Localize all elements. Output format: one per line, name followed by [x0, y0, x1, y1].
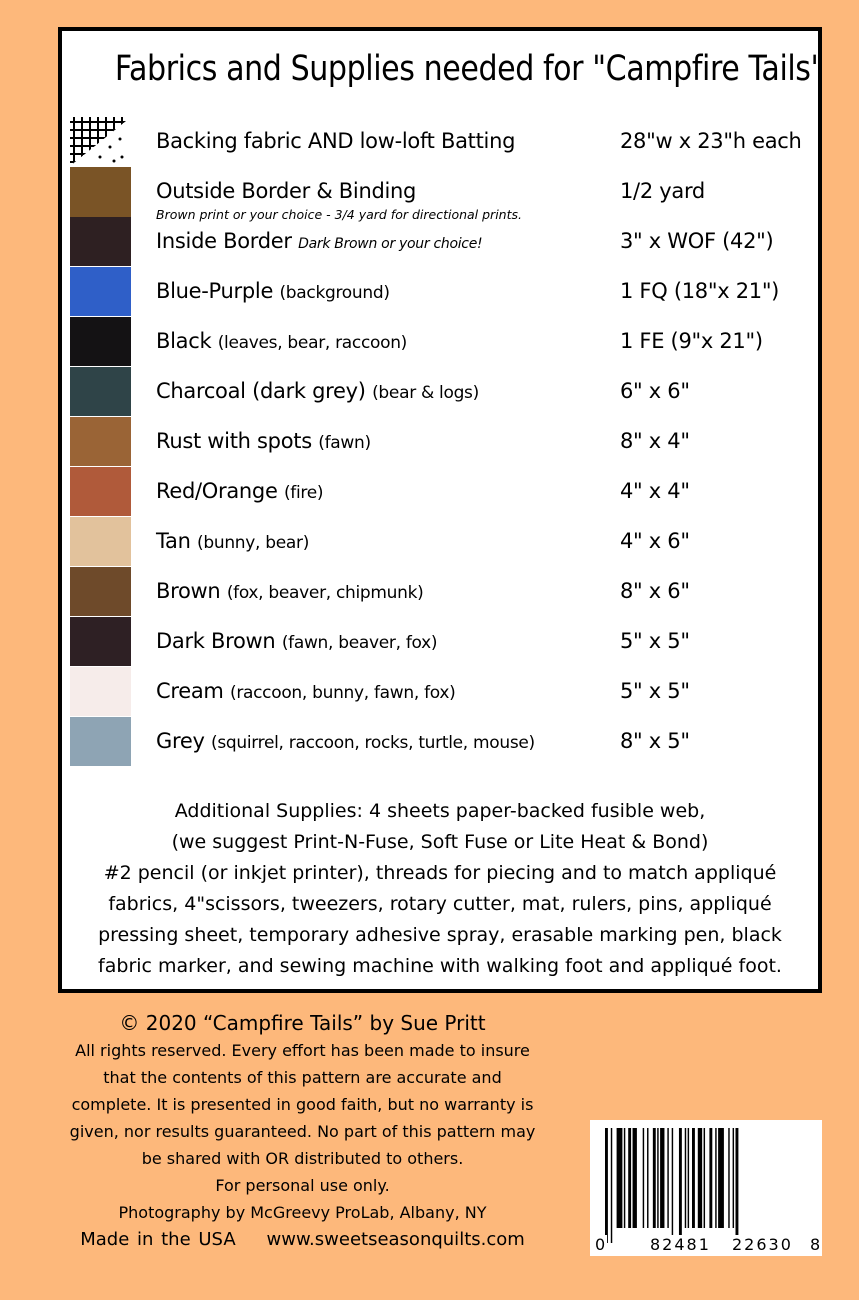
- barcode-bar: [692, 1128, 695, 1228]
- upc-barcode: [590, 1120, 822, 1256]
- fabric-row: [70, 717, 810, 766]
- fabric-quantity: 3" x WOF (42"): [620, 229, 774, 253]
- footer-line: Photography by McGreevy ProLab, Albany, NY: [118, 1203, 487, 1222]
- supplies-line: (we suggest Print-N-Fuse, Soft Fuse or Lite Heat & Bond): [171, 831, 709, 853]
- barcode-bars: [605, 1128, 815, 1243]
- fabric-swatch: [70, 517, 131, 566]
- fabric-row: [70, 267, 810, 316]
- supplies-line: pressing sheet, temporary adhesive spray, erasable marking pen, black: [98, 924, 782, 946]
- copyright-line: © 2020 “Campfire Tails” by Sue Pritt: [119, 1011, 486, 1035]
- barcode-bar: [667, 1128, 668, 1228]
- website-link[interactable]: www.sweetseasonquilts.com: [266, 1229, 525, 1250]
- barcode-bar: [617, 1128, 623, 1228]
- fabric-row: [70, 567, 810, 616]
- barcode-bar: [672, 1128, 673, 1243]
- supplies-line: fabric marker, and sewing machine with walking foot and appliqué foot.: [98, 955, 782, 977]
- fabric-quantity: 28"w x 23"h each: [620, 129, 802, 153]
- fabric-row: [70, 167, 810, 222]
- fabric-swatch: [70, 217, 131, 266]
- fabric-quantity: 8" x 6": [620, 579, 690, 603]
- fabric-name: Inside Border Dark Brown or your choice!: [156, 229, 483, 253]
- fabric-name: Grey (squirrel, raccoon, rocks, turtle, mouse): [156, 729, 535, 753]
- fabric-swatch: [70, 617, 131, 666]
- footer-line: that the contents of this pattern are accurate and: [103, 1068, 502, 1087]
- barcode-bar: [657, 1128, 658, 1228]
- supplies-line: #2 pencil (or inkjet printer), threads for piecing and to match appliqué: [103, 862, 777, 884]
- barcode-bar: [733, 1128, 734, 1228]
- fabric-name: Outside Border & Binding: [156, 179, 417, 203]
- backing-batting-swatch: [70, 117, 131, 166]
- fabric-swatch: [70, 167, 131, 217]
- barcode-bar: [718, 1128, 724, 1228]
- fabric-quantity: 1 FE (9"x 21"): [620, 329, 763, 353]
- fabric-quantity: 8" x 5": [620, 729, 690, 753]
- fabric-name: Dark Brown (fawn, beaver, fox): [156, 629, 438, 653]
- barcode-bar: [647, 1128, 648, 1228]
- barcode-bar: [624, 1128, 625, 1228]
- fabric-row: [70, 667, 810, 716]
- fabric-swatch: [70, 667, 131, 716]
- barcode-bar: [698, 1128, 702, 1228]
- fabric-quantity: 5" x 5": [620, 629, 690, 653]
- barcode-bar: [633, 1128, 637, 1228]
- barcode-digit: 0: [595, 1235, 606, 1254]
- fabric-name: Blue-Purple (background): [156, 279, 390, 303]
- fabric-name: Red/Orange (fire): [156, 479, 324, 503]
- barcode-bar: [679, 1128, 682, 1243]
- footer-line: All rights reserved. Every effort has been made to insure: [75, 1041, 530, 1060]
- supplies-line: Additional Supplies: 4 sheets paper-backed fusible web,: [174, 800, 706, 822]
- fabric-swatch: [70, 567, 131, 616]
- fabric-row: [70, 417, 810, 466]
- fabric-row: [70, 117, 810, 166]
- barcode-bar: [653, 1128, 656, 1228]
- barcode-bar: [643, 1128, 644, 1228]
- barcode-digits: 22630: [732, 1235, 793, 1254]
- fabric-name: Black (leaves, bear, raccoon): [156, 329, 408, 353]
- fabric-name: Backing fabric AND low-loft Batting: [156, 129, 516, 153]
- fabric-swatch: [70, 317, 131, 366]
- fabric-name: Cream (raccoon, bunny, fawn, fox): [156, 679, 456, 703]
- made-in-text: Made in the USA: [80, 1229, 236, 1250]
- fabric-swatch: [70, 367, 131, 416]
- fabric-swatch: [70, 267, 131, 316]
- fabric-subnote: Brown print or your choice - 3/4 yard for directional prints.: [156, 207, 522, 222]
- fabric-row: [70, 217, 810, 266]
- barcode-bar: [736, 1128, 739, 1243]
- fabric-name: Rust with spots (fawn): [156, 429, 371, 453]
- barcode-bar: [688, 1128, 689, 1228]
- barcode-digit: 8: [810, 1235, 821, 1254]
- barcode-bar: [704, 1128, 705, 1228]
- footer-line: given, nor results guaranteed. No part of this pattern may: [69, 1122, 536, 1141]
- barcode-bar: [611, 1128, 612, 1243]
- footer-line: be shared with OR distributed to others.: [141, 1149, 464, 1168]
- fabric-quantity: 6" x 6": [620, 379, 690, 403]
- fabric-requirements-panel: [58, 27, 822, 993]
- fabric-row: [70, 367, 810, 416]
- footer-line: For personal use only.: [215, 1176, 390, 1195]
- fabric-swatch: [70, 417, 131, 466]
- barcode-bar: [728, 1128, 729, 1228]
- barcode-bar: [605, 1128, 608, 1243]
- barcode-bar: [660, 1128, 664, 1228]
- fabric-name: Tan (bunny, bear): [156, 529, 310, 553]
- barcode-digits: 82481: [650, 1235, 711, 1254]
- fabric-swatch: [70, 467, 131, 516]
- fabric-row: [70, 517, 810, 566]
- fabric-name: Charcoal (dark grey) (bear & logs): [156, 379, 479, 403]
- fabric-quantity: 1 FQ (18"x 21"): [620, 279, 780, 303]
- barcode-bar: [685, 1128, 686, 1228]
- supplies-line: fabrics, 4"scissors, tweezers, rotary cutter, mat, rulers, pins, appliqué: [108, 893, 772, 915]
- barcode-bar: [628, 1128, 631, 1228]
- barcode-bar: [709, 1128, 712, 1228]
- fabric-row: [70, 617, 810, 666]
- fabric-quantity: 5" x 5": [620, 679, 690, 703]
- copyright-footer: [30, 1010, 575, 1253]
- barcode-bar: [715, 1128, 716, 1228]
- fabric-quantity: 4" x 4": [620, 479, 690, 503]
- fabric-row: [70, 467, 810, 516]
- fabric-row: [70, 317, 810, 366]
- footer-line: complete. It is presented in good faith, but no warranty is: [71, 1095, 534, 1114]
- page-title: Fabrics and Supplies needed for "Campfire Tails": [114, 49, 824, 89]
- fabric-quantity: 4" x 6": [620, 529, 690, 553]
- additional-supplies: [62, 796, 818, 982]
- fabric-quantity: 1/2 yard: [620, 179, 705, 203]
- fabric-swatch: [70, 717, 131, 766]
- fabric-quantity: 8" x 4": [620, 429, 690, 453]
- fabric-name: Brown (fox, beaver, chipmunk): [156, 579, 424, 603]
